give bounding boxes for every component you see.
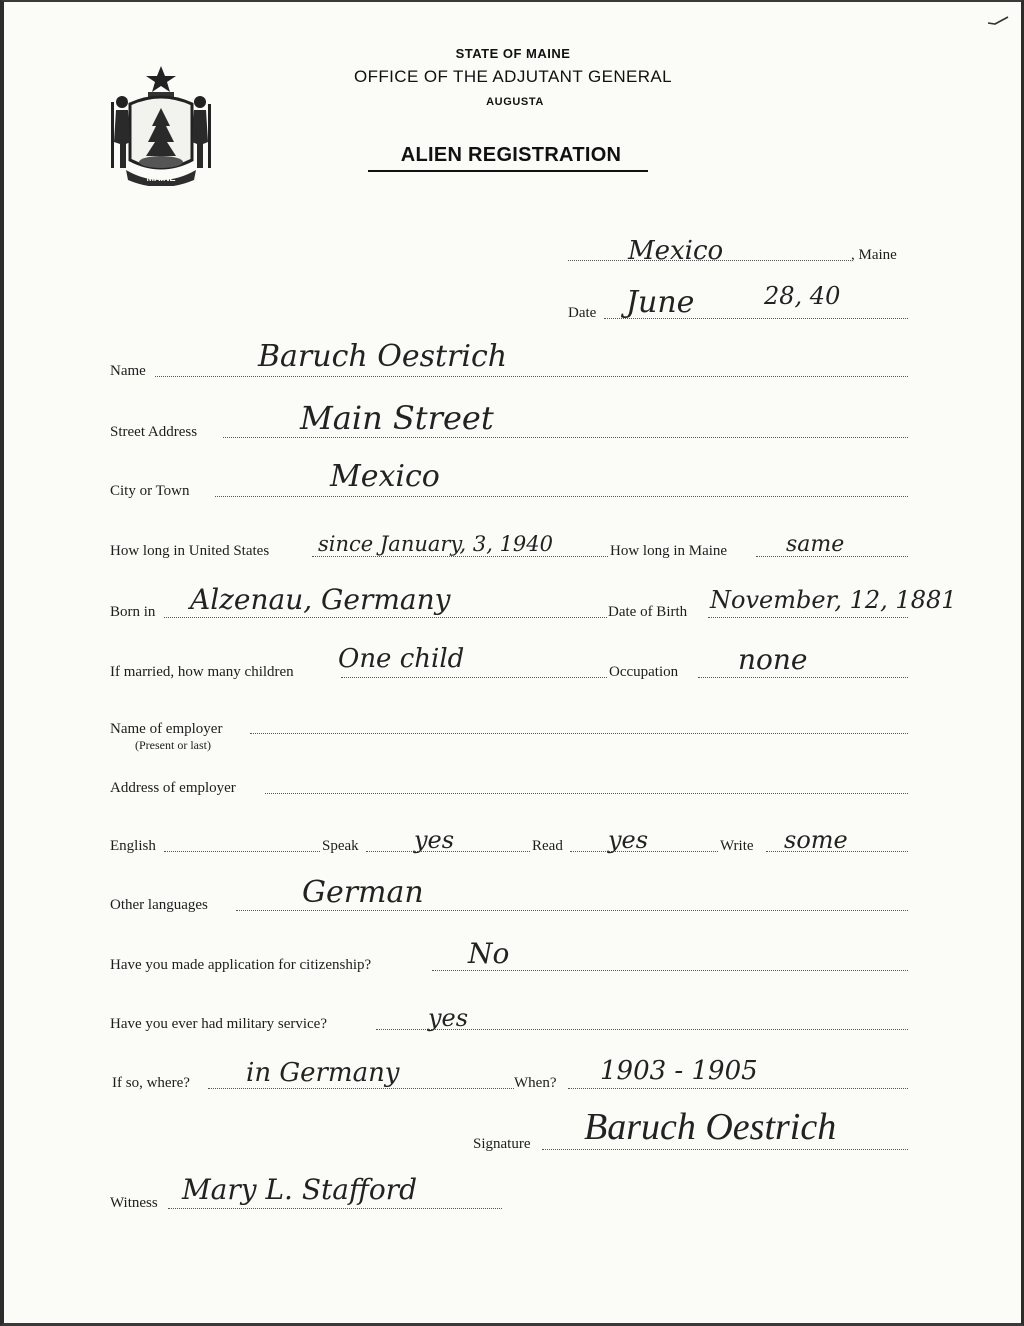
citizenship-value: No bbox=[468, 937, 510, 970]
speak-value: yes bbox=[414, 826, 455, 854]
employer-name-label: Name of employer bbox=[110, 721, 223, 737]
date-month-value: June bbox=[626, 285, 695, 320]
maine-label: , Maine bbox=[851, 247, 897, 263]
citizenship-line bbox=[432, 970, 908, 971]
other-languages-value: German bbox=[302, 875, 424, 910]
citizenship-label: Have you made application for citizenship? bbox=[110, 957, 372, 973]
witness-value: Mary L. Stafford bbox=[182, 1173, 417, 1206]
us-duration-line bbox=[312, 556, 608, 557]
other-languages-label: Other languages bbox=[110, 897, 208, 913]
employer-name-sublabel: (Present or last) bbox=[135, 738, 211, 752]
military-value: yes bbox=[428, 1004, 469, 1032]
city-label: City or Town bbox=[110, 483, 190, 499]
name-label: Name bbox=[110, 363, 146, 379]
write-label: Write bbox=[720, 838, 754, 854]
us-duration-label: How long in United States bbox=[110, 543, 270, 559]
where-line bbox=[208, 1088, 514, 1089]
us-duration-value: since January, 3, 1940 bbox=[318, 532, 554, 556]
employer-address-label: Address of employer bbox=[110, 780, 236, 796]
speak-label: Speak bbox=[322, 838, 359, 854]
english-line bbox=[164, 851, 320, 852]
signature-value: Baruch Oestrich bbox=[584, 1106, 837, 1148]
military-label: Have you ever had military service? bbox=[110, 1016, 327, 1032]
office-heading: OFFICE OF THE ADJUTANT GENERAL bbox=[353, 67, 673, 86]
employer-address-line bbox=[265, 793, 908, 794]
title-underline bbox=[368, 170, 648, 172]
seal-text: MAINE bbox=[146, 173, 176, 183]
state-heading: STATE OF MAINE bbox=[455, 46, 571, 61]
city-value: Mexico bbox=[330, 459, 440, 494]
employer-name-line bbox=[250, 733, 908, 734]
dob-value: November, 12, 1881 bbox=[710, 586, 957, 614]
maine-duration-label: How long in Maine bbox=[610, 543, 728, 559]
street-line bbox=[223, 437, 908, 438]
signature-label: Signature bbox=[473, 1136, 531, 1152]
born-in-line bbox=[164, 617, 607, 618]
children-value: One child bbox=[338, 644, 465, 674]
street-value: Main Street bbox=[300, 399, 494, 437]
read-label: Read bbox=[532, 838, 563, 854]
name-value: Baruch Oestrich bbox=[258, 339, 508, 374]
children-line bbox=[341, 677, 607, 678]
occupation-label: Occupation bbox=[609, 664, 679, 680]
town-value: Mexico bbox=[628, 236, 724, 266]
english-label: English bbox=[110, 838, 156, 854]
other-languages-line bbox=[236, 910, 908, 911]
where-value: in Germany bbox=[246, 1058, 400, 1088]
children-label: If married, how many children bbox=[110, 664, 294, 680]
dob-line bbox=[708, 617, 908, 618]
write-value: some bbox=[784, 826, 848, 854]
maine-duration-value: same bbox=[786, 532, 845, 557]
when-line bbox=[568, 1088, 908, 1089]
name-line bbox=[155, 376, 908, 377]
born-in-label: Born in bbox=[110, 604, 156, 620]
occupation-value: none bbox=[738, 643, 808, 676]
occupation-line bbox=[698, 677, 908, 678]
read-value: yes bbox=[608, 826, 649, 854]
date-day-year-value: 28, 40 bbox=[764, 282, 841, 310]
street-label: Street Address bbox=[110, 424, 198, 440]
when-label: When? bbox=[514, 1075, 557, 1091]
form-title: ALIEN REGISTRATION bbox=[400, 144, 622, 166]
signature-line bbox=[542, 1149, 908, 1150]
corner-check-mark bbox=[987, 16, 1009, 26]
date-label: Date bbox=[568, 305, 597, 321]
when-value: 1903 - 1905 bbox=[600, 1056, 758, 1086]
witness-line bbox=[168, 1208, 502, 1209]
witness-label: Witness bbox=[110, 1195, 158, 1211]
city-heading: AUGUSTA bbox=[486, 96, 544, 108]
dob-label: Date of Birth bbox=[608, 604, 688, 620]
where-label: If so, where? bbox=[112, 1075, 190, 1091]
born-in-value: Alzenau, Germany bbox=[190, 583, 451, 616]
city-line bbox=[215, 496, 908, 497]
